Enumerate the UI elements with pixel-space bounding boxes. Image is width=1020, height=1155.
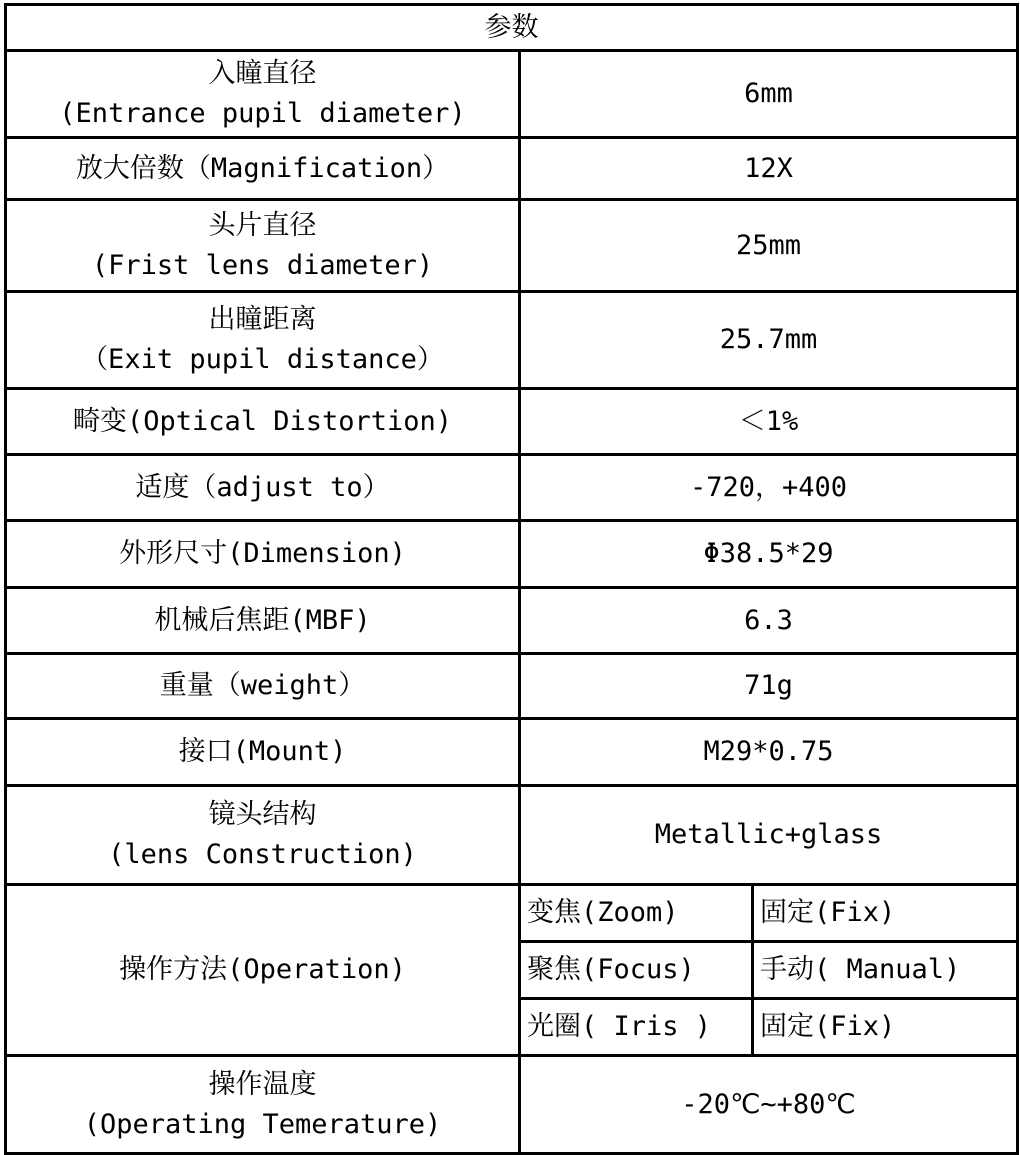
table-row bbox=[6, 292, 1018, 389]
param-label: 重量（weight） bbox=[6, 654, 520, 719]
operation-label: 操作方法(Operation) bbox=[6, 885, 520, 1056]
param-value: 25.7mm bbox=[520, 292, 1018, 389]
param-label-cn: 入瞳直径 bbox=[208, 58, 317, 89]
param-value: Metallic+glass bbox=[520, 786, 1018, 885]
param-value: -720，+400 bbox=[520, 455, 1018, 521]
parameters-table bbox=[4, 3, 1019, 1155]
param-label: 接口(Mount) bbox=[6, 719, 520, 786]
param-label bbox=[6, 1056, 520, 1154]
table-row bbox=[6, 389, 1018, 455]
operation-item-name: 光圈( Iris ) bbox=[520, 999, 753, 1056]
table-row bbox=[6, 588, 1018, 654]
operation-item-name: 变焦(Zoom) bbox=[520, 885, 753, 942]
param-label-cn: 操作温度 bbox=[208, 1068, 317, 1100]
param-label bbox=[6, 200, 520, 292]
param-label-en: (Frist lens diameter) bbox=[91, 249, 434, 281]
param-value: 6mm bbox=[520, 51, 1018, 138]
table-row bbox=[6, 786, 1018, 885]
table-row bbox=[6, 719, 1018, 786]
param-label-cn: 出瞳距离 bbox=[208, 304, 317, 335]
param-label: 机械后焦距(MBF) bbox=[6, 588, 520, 654]
param-label bbox=[6, 292, 520, 389]
param-label bbox=[6, 51, 520, 138]
table-row bbox=[6, 200, 1018, 292]
operation-item-mode: 固定(Fix) bbox=[753, 999, 1018, 1056]
param-value: Φ38.5*29 bbox=[520, 521, 1018, 588]
param-value: M29*0.75 bbox=[520, 719, 1018, 786]
param-label-cn: 镜头结构 bbox=[208, 799, 317, 830]
param-value: 71g bbox=[520, 654, 1018, 719]
param-label bbox=[6, 786, 520, 885]
table-title-row bbox=[6, 5, 1018, 51]
table-title: 参数 bbox=[6, 5, 1018, 51]
operation-row bbox=[6, 885, 1018, 942]
param-value: 25mm bbox=[520, 200, 1018, 292]
param-value: 12X bbox=[520, 138, 1018, 200]
param-label-cn: 头片直径 bbox=[208, 209, 317, 241]
table-row bbox=[6, 455, 1018, 521]
param-label-en: (Operating Temerature) bbox=[83, 1108, 442, 1140]
param-label: 适度（adjust to） bbox=[6, 455, 520, 521]
param-label-en: (lens Construction) bbox=[108, 839, 417, 870]
table-row bbox=[6, 1056, 1018, 1154]
table-row bbox=[6, 138, 1018, 200]
param-value: ＜1% bbox=[520, 389, 1018, 455]
operation-item-mode: 固定(Fix) bbox=[753, 885, 1018, 942]
param-value: 6.3 bbox=[520, 588, 1018, 654]
param-label: 畸变(Optical Distortion) bbox=[6, 389, 520, 455]
operation-item-mode: 手动( Manual) bbox=[753, 942, 1018, 999]
param-label: 外形尺寸(Dimension) bbox=[6, 521, 520, 588]
table-row bbox=[6, 51, 1018, 138]
param-label-en: （Exit pupil distance） bbox=[81, 344, 444, 375]
table-row bbox=[6, 654, 1018, 719]
param-label: 放大倍数（Magnification） bbox=[6, 138, 520, 200]
table-row bbox=[6, 521, 1018, 588]
param-value: -20℃~+80℃ bbox=[520, 1056, 1018, 1154]
operation-item-name: 聚焦(Focus) bbox=[520, 942, 753, 999]
param-label-en: (Entrance pupil diameter) bbox=[59, 98, 466, 129]
